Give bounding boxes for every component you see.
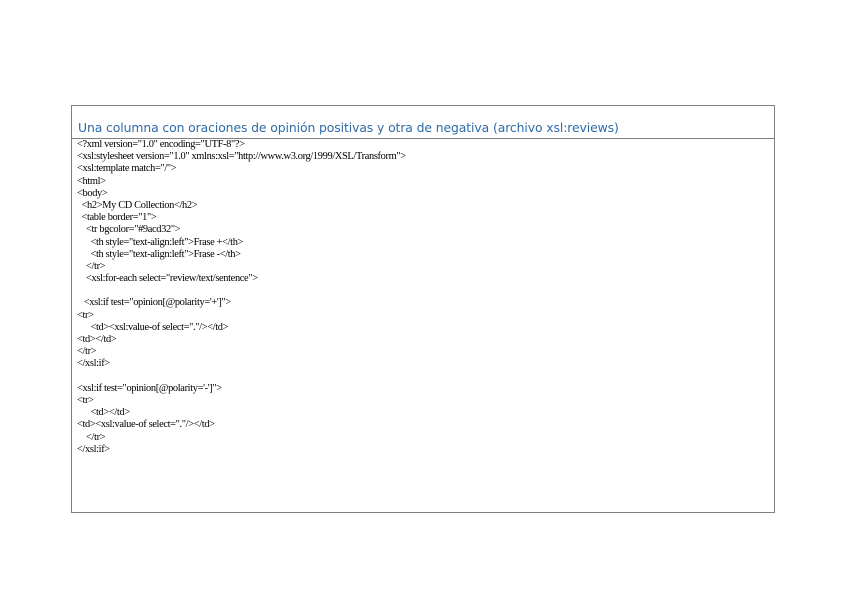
code-line <box>77 371 406 383</box>
code-line: </xsl:if> <box>77 358 110 370</box>
code-line: </xsl:if> <box>77 443 110 455</box>
code-line: <td></td> <box>77 334 117 345</box>
code-line: <td><xsl:value-of select="."/></td> <box>77 321 229 333</box>
code-line: <xsl:if test="opinion[@polarity='-']"> <box>77 382 222 394</box>
code-line: <xsl:for-each select="review/text/sentence"> <box>77 273 258 285</box>
code-block <box>77 139 406 456</box>
code-line: </tr> <box>77 260 106 272</box>
code-line: <xsl:template match="/"> <box>77 163 177 175</box>
code-line: <tr> <box>77 309 94 321</box>
code-line: <tr> <box>77 394 94 406</box>
code-line: <th style="text-align:left">Frase +</th> <box>77 236 244 248</box>
code-line: <xsl:stylesheet version="1.0" xmlns:xsl="http://www.w3.org/1999/XSL/Transform"> <box>77 151 406 163</box>
code-line: </tr> <box>77 431 106 443</box>
code-line: <td></td> <box>77 407 130 419</box>
code-line: </tr> <box>77 346 97 358</box>
code-line: <h2>My CD Collection</h2> <box>77 199 198 211</box>
code-line: <?xml version="1.0" encoding="UTF-8"?> <box>77 139 245 150</box>
code-line: <td><xsl:value-of select="."/></td> <box>77 419 215 431</box>
code-line: <tr bgcolor="#9acd32"> <box>77 224 181 236</box>
figure-caption: Una columna con oraciones de opinión positivas y otra de negativa (archivo xsl:reviews) <box>78 120 619 135</box>
code-line: <table border="1"> <box>77 212 157 224</box>
code-figure-box <box>71 105 775 513</box>
code-line <box>77 285 406 297</box>
code-line: <xsl:if test="opinion[@polarity='+']"> <box>77 297 231 309</box>
code-line: <th style="text-align:left">Frase -</th> <box>77 248 241 260</box>
code-line: <body> <box>77 187 108 199</box>
code-line: <html> <box>77 175 106 187</box>
